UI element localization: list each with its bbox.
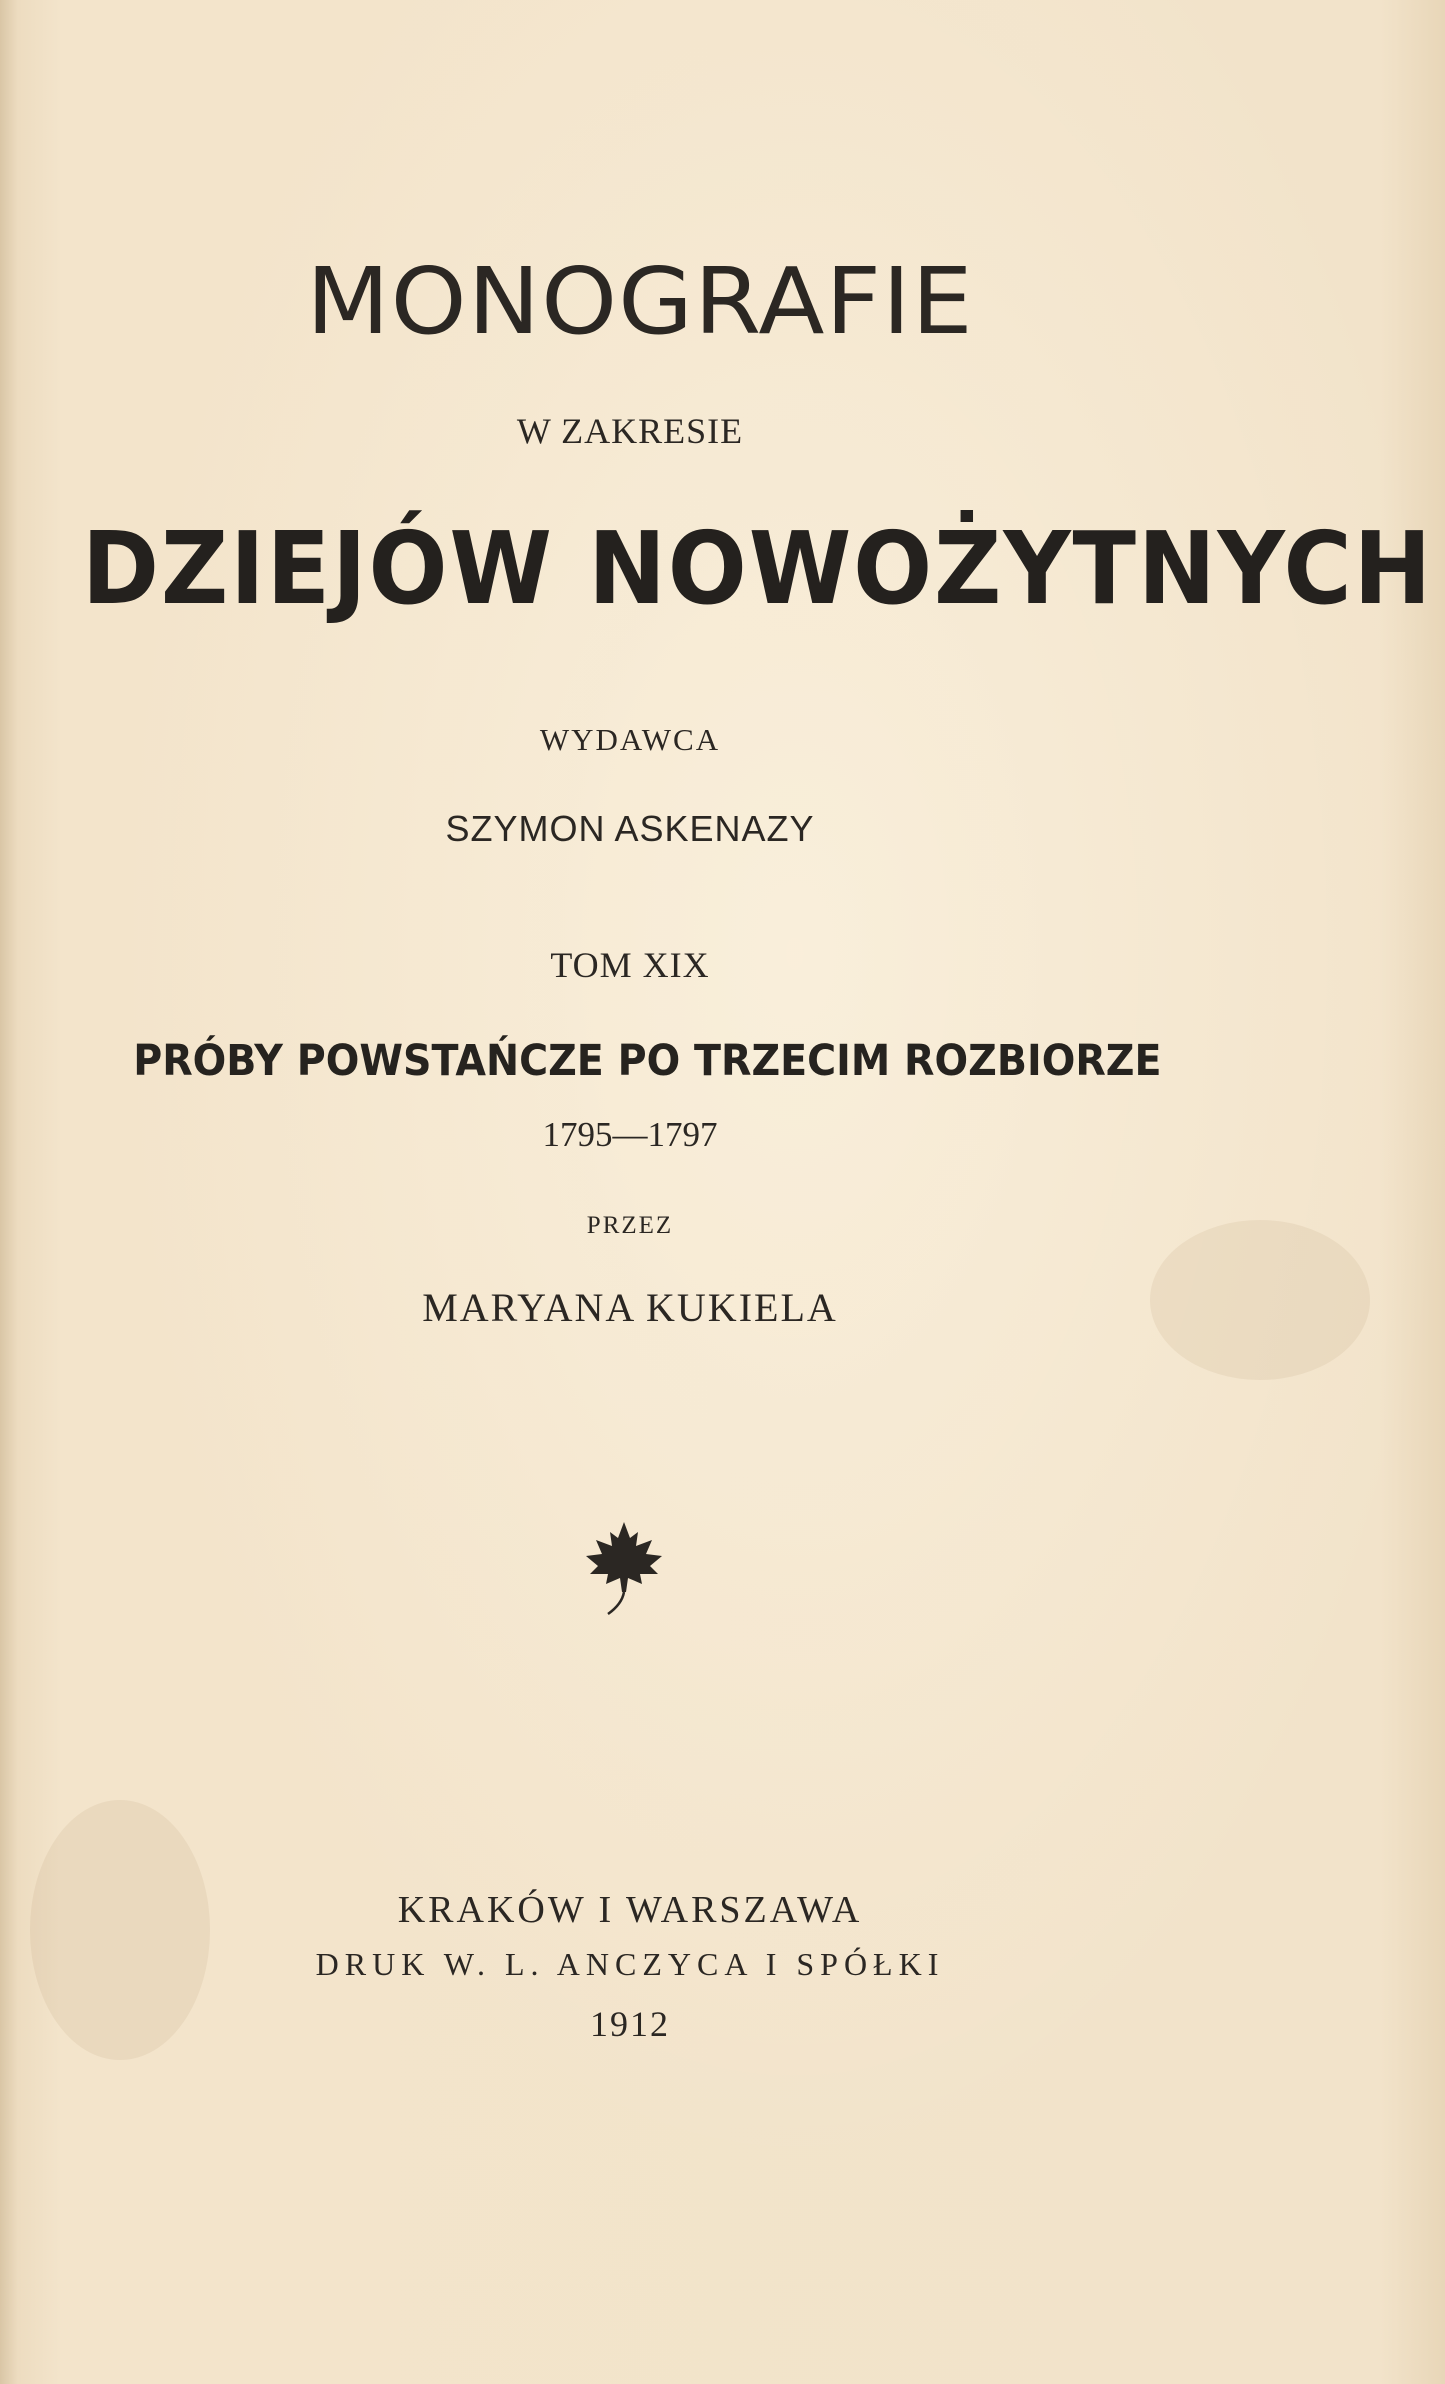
editor-name: SZYMON ASKENAZY — [445, 808, 815, 849]
publication-year: 1912 — [590, 2004, 670, 2044]
volume-number: TOM XIX — [550, 945, 710, 985]
printer: DRUK W. L. ANCZYCA I SPÓŁKI — [315, 1946, 945, 1982]
author-name: MARYANA KUKIELA — [422, 1285, 838, 1330]
editor-label: WYDAWCA — [539, 722, 721, 757]
publication-place: KRAKÓW I WARSZAWA — [397, 1889, 863, 1931]
maple-leaf-icon — [578, 1518, 670, 1618]
series-title: MONOGRAFIE — [306, 248, 974, 355]
by-label: PRZEZ — [586, 1212, 674, 1239]
series-main-title: DZIEJÓW NOWOŻYTNYCH — [81, 510, 1434, 627]
paper-stain — [1150, 1220, 1370, 1380]
work-years: 1795—1797 — [542, 1115, 718, 1154]
work-title: PRÓBY POWSTAŃCZE PO TRZECIM ROZBIORZE — [133, 1036, 1162, 1086]
series-subtitle: W ZAKRESIE — [516, 411, 744, 451]
